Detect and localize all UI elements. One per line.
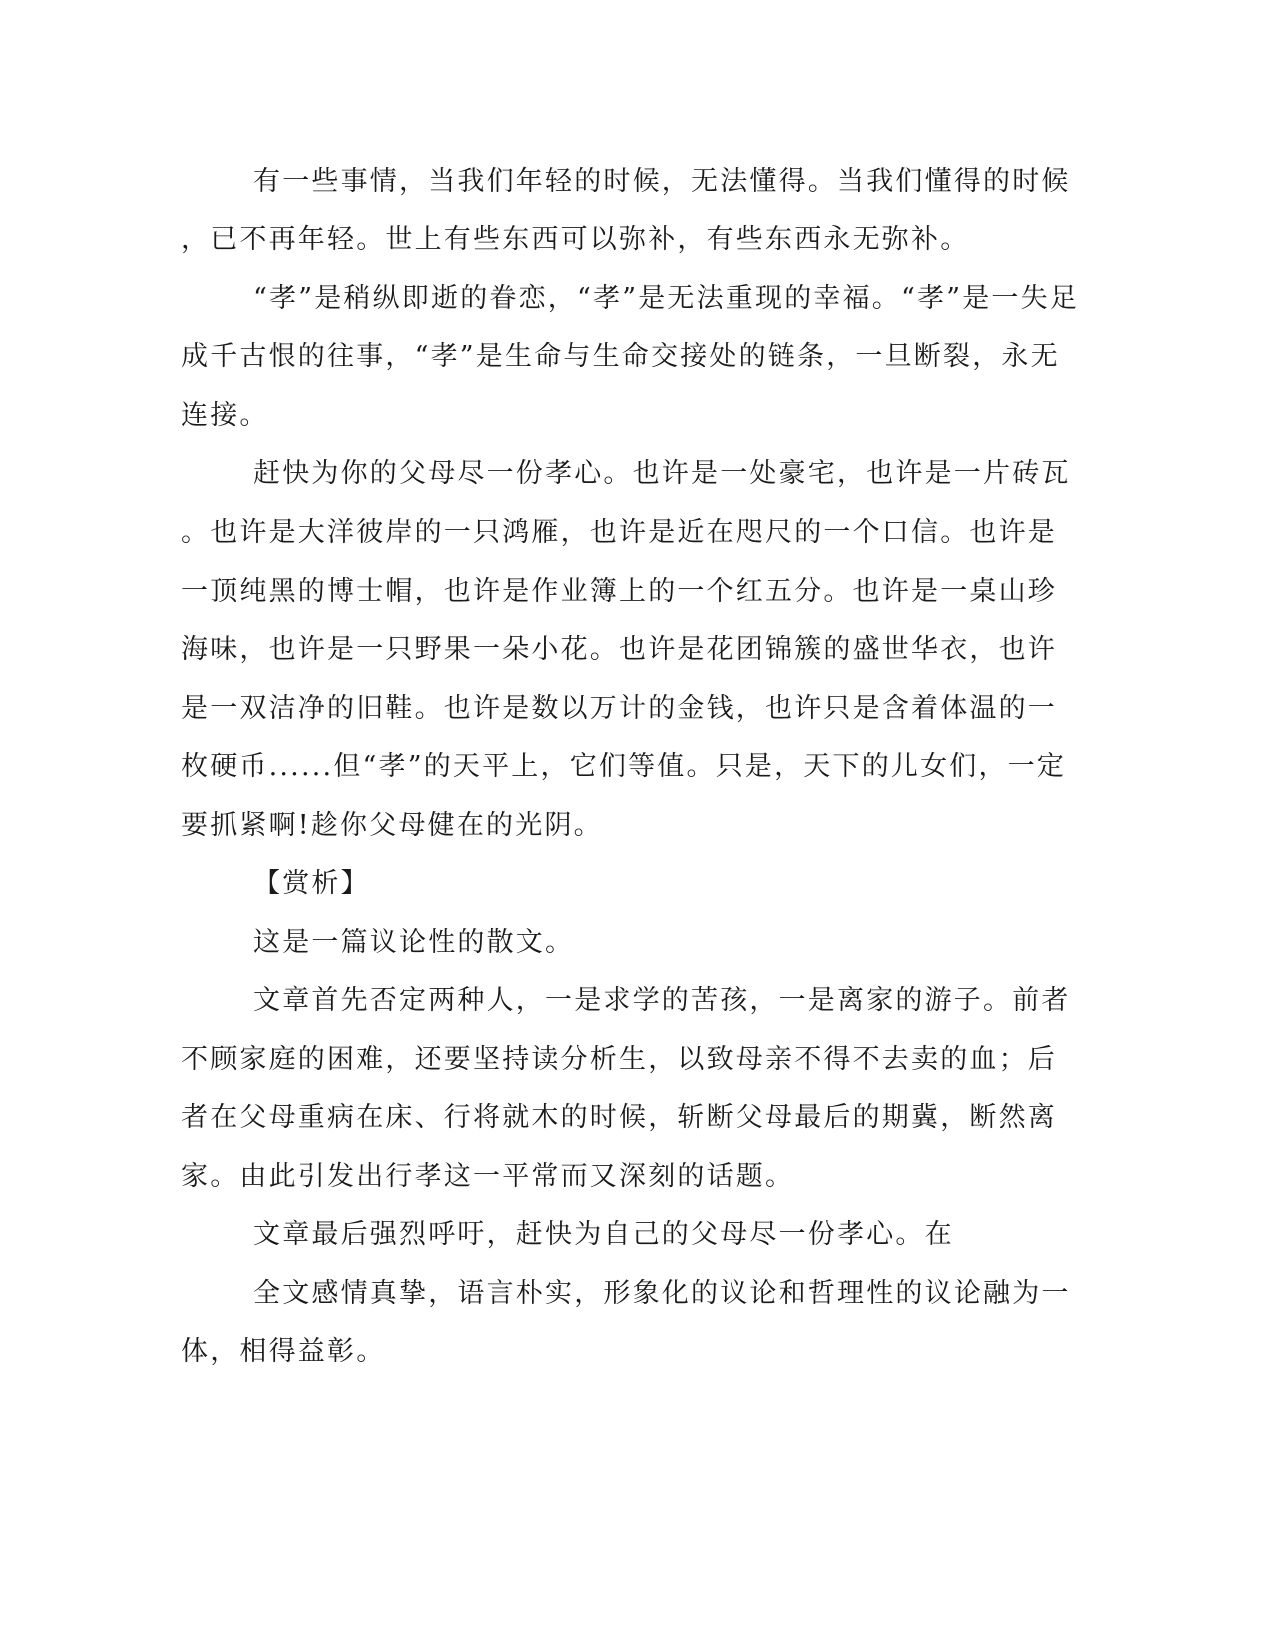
paragraph-2-line-3: 连接。 — [181, 400, 269, 431]
paragraph-5-line-4: 家。由此引发出行孝这一平常而又深刻的话题。 — [181, 1161, 795, 1192]
paragraph-5-line-1: 文章首先否定两种人，一是求学的苦孩，一是离家的游子。前者 — [253, 985, 1071, 1016]
paragraph-3-line-6: 枚硬币......但“孝”的天平上，它们等值。只是，天下的儿女们，一定 — [181, 751, 1067, 782]
paragraph-1-line-1: 有一些事情，当我们年轻的时候，无法懂得。当我们懂得的时候 — [253, 166, 1071, 197]
paragraph-3-line-1: 赶快为你的父母尽一份孝心。也许是一处豪宅，也许是一片砖瓦 — [253, 458, 1071, 489]
paragraph-3-line-2: 。也许是大洋彼岸的一只鸿雁，也许是近在咫尺的一个口信。也许是 — [181, 517, 1057, 548]
paragraph-1-line-2: ，已不再年轻。世上有些东西可以弥补，有些东西永无弥补。 — [181, 224, 970, 255]
paragraph-4-line-1: 这是一篇议论性的散文。 — [253, 927, 575, 958]
paragraph-3-line-7: 要抓紧啊!趁你父母健在的光阴。 — [181, 810, 603, 841]
paragraph-3-line-4: 海味，也许是一只野果一朵小花。也许是花团锦簇的盛世华衣，也许 — [181, 634, 1057, 665]
paragraph-2-line-2: 成千古恨的往事，“孝”是生命与生命交接处的链条，一旦断裂，永无 — [181, 341, 1060, 372]
paragraph-3-line-5: 是一双洁净的旧鞋。也许是数以万计的金钱，也许只是含着体温的一 — [181, 693, 1057, 724]
paragraph-7-line-2: 体，相得益彰。 — [181, 1336, 386, 1367]
section-heading-appreciation: 【赏析】 — [253, 868, 370, 899]
paragraph-5-line-2: 不顾家庭的困难，还要坚持读分析生，以致母亲不得不去卖的血；后 — [181, 1044, 1057, 1075]
paragraph-7-line-1: 全文感情真挚，语言朴实，形象化的议论和哲理性的议论融为一 — [253, 1278, 1071, 1309]
paragraph-5-line-3: 者在父母重病在床、行将就木的时候，斩断父母最后的期冀，断然离 — [181, 1102, 1057, 1133]
paragraph-2-line-1: “孝”是稍纵即逝的眷恋，“孝”是无法重现的幸福。“孝”是一失足 — [253, 283, 1080, 314]
paragraph-3-line-3: 一顶纯黑的博士帽，也许是作业簿上的一个红五分。也许是一桌山珍 — [181, 576, 1057, 607]
paragraph-6-line-1: 文章最后强烈呼吁，赶快为自己的父母尽一份孝心。在 — [253, 1219, 954, 1250]
